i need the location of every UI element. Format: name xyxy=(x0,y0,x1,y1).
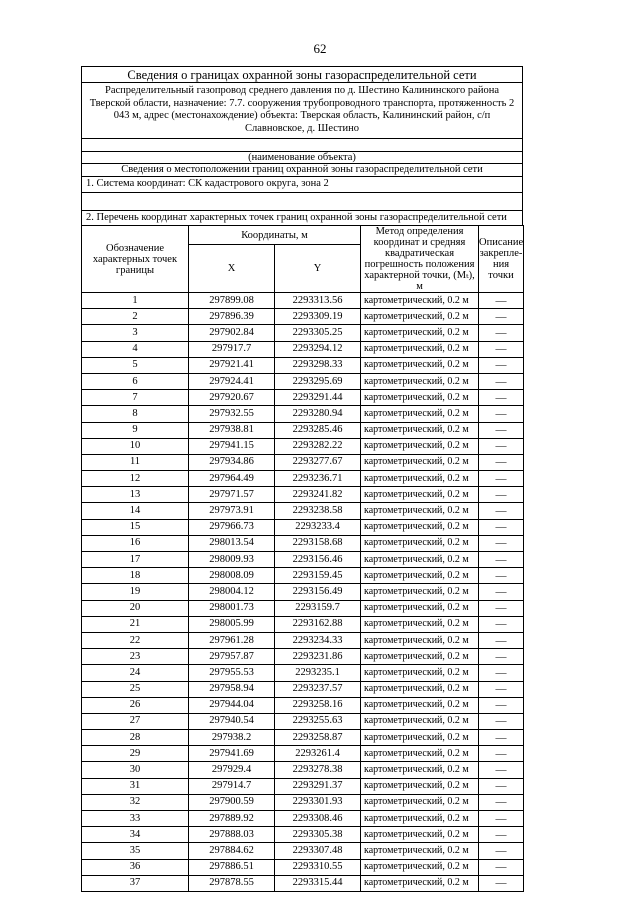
cell-y: 2293295.69 xyxy=(275,373,361,389)
table-row xyxy=(82,535,524,551)
cell-y: 2293294.12 xyxy=(275,341,361,357)
cell-x: 298009.93 xyxy=(189,552,275,568)
cell-y: 2293309.19 xyxy=(275,309,361,325)
cell-point-number: 30 xyxy=(82,762,189,778)
cell-y: 2293156.49 xyxy=(275,584,361,600)
table-row xyxy=(82,438,524,454)
cell-x: 297932.55 xyxy=(189,406,275,422)
cell-x: 298001.73 xyxy=(189,600,275,616)
table-row xyxy=(82,519,524,535)
cell-x: 297884.62 xyxy=(189,843,275,859)
cell-method: картометрический, 0.2 м xyxy=(361,552,479,568)
cell-point-number: 24 xyxy=(82,665,189,681)
cell-method: картометрический, 0.2 м xyxy=(361,454,479,470)
cell-method: картометрический, 0.2 м xyxy=(361,422,479,438)
header-description: Описание закрепле-ния точки xyxy=(479,226,524,293)
cell-description: — xyxy=(479,859,524,875)
table-row xyxy=(82,730,524,746)
object-description: Распределительный газопровод среднего давления по д. Шестино Калининского района Тверской области, назначение: 7.7. сооружения трубопроводного транспорта, протяженность 2 043 м, адрес (местонахождение) объекта: Тверская область, Калининский район, с/п Славновское, д. Шестино xyxy=(82,83,522,139)
cell-method: картометрический, 0.2 м xyxy=(361,406,479,422)
header-x: X xyxy=(189,245,275,293)
cell-y: 2293307.48 xyxy=(275,843,361,859)
cell-point-number: 34 xyxy=(82,827,189,843)
table-row xyxy=(82,406,524,422)
cell-point-number: 33 xyxy=(82,811,189,827)
cell-x: 297914.7 xyxy=(189,778,275,794)
cell-y: 2293305.38 xyxy=(275,827,361,843)
cell-x: 297961.28 xyxy=(189,632,275,648)
cell-description: — xyxy=(479,390,524,406)
cell-x: 298005.99 xyxy=(189,616,275,632)
cell-point-number: 25 xyxy=(82,681,189,697)
cell-x: 297888.03 xyxy=(189,827,275,843)
cell-description: — xyxy=(479,535,524,551)
points-list-title: 2. Перечень координат характерных точек границ охранной зоны газораспределительной сети xyxy=(86,212,507,223)
cell-method: картометрический, 0.2 м xyxy=(361,632,479,648)
cell-method: картометрический, 0.2 м xyxy=(361,293,479,309)
cell-method: картометрический, 0.2 м xyxy=(361,665,479,681)
cell-description: — xyxy=(479,600,524,616)
cell-method: картометрический, 0.2 м xyxy=(361,535,479,551)
cell-method: картометрический, 0.2 м xyxy=(361,487,479,503)
cell-method: картометрический, 0.2 м xyxy=(361,713,479,729)
table-row xyxy=(82,357,524,373)
cell-point-number: 2 xyxy=(82,309,189,325)
cell-method: картометрический, 0.2 м xyxy=(361,325,479,341)
cell-description: — xyxy=(479,632,524,648)
cell-y: 2293285.46 xyxy=(275,422,361,438)
cell-y: 2293298.33 xyxy=(275,357,361,373)
cell-point-number: 36 xyxy=(82,859,189,875)
cell-method: картометрический, 0.2 м xyxy=(361,778,479,794)
cell-method: картометрический, 0.2 м xyxy=(361,730,479,746)
header-coords: Координаты, м xyxy=(189,226,361,245)
cell-method: картометрический, 0.2 м xyxy=(361,357,479,373)
cell-method: картометрический, 0.2 м xyxy=(361,697,479,713)
cell-y: 2293237.57 xyxy=(275,681,361,697)
cell-description: — xyxy=(479,762,524,778)
cell-point-number: 20 xyxy=(82,600,189,616)
cell-y: 2293261.4 xyxy=(275,746,361,762)
table-row xyxy=(82,811,524,827)
cell-point-number: 15 xyxy=(82,519,189,535)
cell-point-number: 3 xyxy=(82,325,189,341)
cell-x: 297955.53 xyxy=(189,665,275,681)
cell-y: 2293238.58 xyxy=(275,503,361,519)
document-sheet xyxy=(81,66,523,892)
cell-description: — xyxy=(479,309,524,325)
cell-point-number: 6 xyxy=(82,373,189,389)
cell-y: 2293241.82 xyxy=(275,487,361,503)
cell-description: — xyxy=(479,406,524,422)
cell-point-number: 29 xyxy=(82,746,189,762)
cell-description: — xyxy=(479,293,524,309)
cell-point-number: 32 xyxy=(82,794,189,810)
table-row xyxy=(82,293,524,309)
cell-x: 297920.67 xyxy=(189,390,275,406)
coordinates-table xyxy=(81,225,524,892)
table-row xyxy=(82,341,524,357)
cell-x: 297929.4 xyxy=(189,762,275,778)
table-row xyxy=(82,309,524,325)
cell-description: — xyxy=(479,519,524,535)
cell-point-number: 5 xyxy=(82,357,189,373)
cell-description: — xyxy=(479,503,524,519)
header-y: Y xyxy=(275,245,361,293)
cell-method: картометрический, 0.2 м xyxy=(361,309,479,325)
cell-x: 298013.54 xyxy=(189,535,275,551)
cell-x: 297941.15 xyxy=(189,438,275,454)
table-row xyxy=(82,584,524,600)
cell-description: — xyxy=(479,341,524,357)
cell-method: картометрический, 0.2 м xyxy=(361,843,479,859)
cell-x: 297899.08 xyxy=(189,293,275,309)
cell-y: 2293258.87 xyxy=(275,730,361,746)
table-row xyxy=(82,568,524,584)
cell-y: 2293258.16 xyxy=(275,697,361,713)
table-row xyxy=(82,681,524,697)
cell-point-number: 35 xyxy=(82,843,189,859)
cell-x: 297971.57 xyxy=(189,487,275,503)
cell-point-number: 23 xyxy=(82,649,189,665)
page-number: 62 xyxy=(313,41,327,56)
cell-x: 297900.59 xyxy=(189,794,275,810)
table-row xyxy=(82,632,524,648)
location-subtitle: Сведения о местоположении границ охранной зоны газораспределительной сети xyxy=(82,164,522,177)
cell-x: 297938.81 xyxy=(189,422,275,438)
cell-method: картометрический, 0.2 м xyxy=(361,503,479,519)
cell-method: картометрический, 0.2 м xyxy=(361,794,479,810)
cell-description: — xyxy=(479,827,524,843)
cell-x: 297957.87 xyxy=(189,649,275,665)
cell-y: 2293278.38 xyxy=(275,762,361,778)
cell-x: 297886.51 xyxy=(189,859,275,875)
cell-point-number: 26 xyxy=(82,697,189,713)
cell-point-number: 27 xyxy=(82,713,189,729)
table-row xyxy=(82,373,524,389)
cell-point-number: 11 xyxy=(82,454,189,470)
cell-point-number: 17 xyxy=(82,552,189,568)
table-row xyxy=(82,794,524,810)
cell-description: — xyxy=(479,778,524,794)
cell-y: 2293231.86 xyxy=(275,649,361,665)
cell-y: 2293156.46 xyxy=(275,552,361,568)
cell-description: — xyxy=(479,616,524,632)
cell-method: картометрический, 0.2 м xyxy=(361,471,479,487)
cell-y: 2293291.37 xyxy=(275,778,361,794)
cell-y: 2293159.7 xyxy=(275,600,361,616)
cell-method: картометрический, 0.2 м xyxy=(361,438,479,454)
cell-x: 297924.41 xyxy=(189,373,275,389)
table-row xyxy=(82,859,524,875)
table-row xyxy=(82,843,524,859)
cell-method: картометрический, 0.2 м xyxy=(361,373,479,389)
cell-point-number: 7 xyxy=(82,390,189,406)
object-caption: (наименование объекта) xyxy=(82,152,522,164)
table-row xyxy=(82,746,524,762)
cell-method: картометрический, 0.2 м xyxy=(361,859,479,875)
table-row xyxy=(82,325,524,341)
object-blank-line xyxy=(82,139,522,152)
cell-x: 297938.2 xyxy=(189,730,275,746)
cell-description: — xyxy=(479,422,524,438)
cell-point-number: 12 xyxy=(82,471,189,487)
cell-method: картометрический, 0.2 м xyxy=(361,568,479,584)
cell-point-number: 37 xyxy=(82,875,189,891)
table-row xyxy=(82,827,524,843)
table-body xyxy=(82,293,524,892)
cell-method: картометрический, 0.2 м xyxy=(361,762,479,778)
cell-point-number: 14 xyxy=(82,503,189,519)
cell-x: 297940.54 xyxy=(189,713,275,729)
cell-x: 297944.04 xyxy=(189,697,275,713)
cell-method: картометрический, 0.2 м xyxy=(361,341,479,357)
table-row xyxy=(82,552,524,568)
table-row xyxy=(82,454,524,470)
coordinate-system: 1. Система координат: СК кадастрового округа, зона 2 xyxy=(82,177,522,193)
cell-y: 2293305.25 xyxy=(275,325,361,341)
cell-description: — xyxy=(479,713,524,729)
cell-description: — xyxy=(479,730,524,746)
cell-x: 297966.73 xyxy=(189,519,275,535)
cell-method: картометрический, 0.2 м xyxy=(361,746,479,762)
table-row xyxy=(82,390,524,406)
cell-method: картометрический, 0.2 м xyxy=(361,390,479,406)
table-row xyxy=(82,471,524,487)
cell-description: — xyxy=(479,357,524,373)
cell-point-number: 4 xyxy=(82,341,189,357)
cell-y: 2293310.55 xyxy=(275,859,361,875)
table-row xyxy=(82,487,524,503)
cell-y: 2293315.44 xyxy=(275,875,361,891)
table-row xyxy=(82,503,524,519)
cell-y: 2293291.44 xyxy=(275,390,361,406)
cell-y: 2293308.46 xyxy=(275,811,361,827)
cell-x: 297958.94 xyxy=(189,681,275,697)
cell-description: — xyxy=(479,568,524,584)
cell-x: 297917.7 xyxy=(189,341,275,357)
cell-description: — xyxy=(479,325,524,341)
spacer-row xyxy=(82,193,522,211)
cell-description: — xyxy=(479,697,524,713)
cell-description: — xyxy=(479,746,524,762)
document-title: Сведения о границах охранной зоны газораспределительной сети xyxy=(82,67,522,83)
cell-x: 297934.86 xyxy=(189,454,275,470)
cell-point-number: 8 xyxy=(82,406,189,422)
cell-point-number: 31 xyxy=(82,778,189,794)
cell-description: — xyxy=(479,811,524,827)
table-row xyxy=(82,713,524,729)
cell-x: 297941.69 xyxy=(189,746,275,762)
cell-description: — xyxy=(479,875,524,891)
cell-y: 2293159.45 xyxy=(275,568,361,584)
header-method: Метод определения координат и средняя квадратическая погрешность положения характерной точки, (Mₜ), м xyxy=(361,226,479,293)
cell-point-number: 16 xyxy=(82,535,189,551)
cell-point-number: 18 xyxy=(82,568,189,584)
cell-y: 2293235.1 xyxy=(275,665,361,681)
cell-y: 2293280.94 xyxy=(275,406,361,422)
cell-x: 297889.92 xyxy=(189,811,275,827)
cell-description: — xyxy=(479,552,524,568)
cell-y: 2293277.67 xyxy=(275,454,361,470)
cell-point-number: 28 xyxy=(82,730,189,746)
cell-point-number: 13 xyxy=(82,487,189,503)
cell-description: — xyxy=(479,454,524,470)
cell-description: — xyxy=(479,649,524,665)
table-row xyxy=(82,616,524,632)
cell-x: 297973.91 xyxy=(189,503,275,519)
cell-y: 2293301.93 xyxy=(275,794,361,810)
cell-description: — xyxy=(479,681,524,697)
cell-y: 2293162.88 xyxy=(275,616,361,632)
cell-description: — xyxy=(479,373,524,389)
header-point: Обозначение характерных точек границы xyxy=(82,226,189,293)
cell-description: — xyxy=(479,438,524,454)
cell-y: 2293233.4 xyxy=(275,519,361,535)
table-row xyxy=(82,600,524,616)
cell-method: картометрический, 0.2 м xyxy=(361,584,479,600)
cell-x: 298008.09 xyxy=(189,568,275,584)
cell-method: картометрический, 0.2 м xyxy=(361,600,479,616)
cell-description: — xyxy=(479,843,524,859)
cell-y: 2293282.22 xyxy=(275,438,361,454)
cell-y: 2293234.33 xyxy=(275,632,361,648)
table-row xyxy=(82,697,524,713)
cell-point-number: 10 xyxy=(82,438,189,454)
cell-x: 297896.39 xyxy=(189,309,275,325)
table-row xyxy=(82,665,524,681)
cell-point-number: 21 xyxy=(82,616,189,632)
cell-y: 2293158.68 xyxy=(275,535,361,551)
table-row xyxy=(82,778,524,794)
cell-description: — xyxy=(479,487,524,503)
cell-x: 297964.49 xyxy=(189,471,275,487)
cell-method: картометрический, 0.2 м xyxy=(361,827,479,843)
cell-point-number: 19 xyxy=(82,584,189,600)
table-row xyxy=(82,422,524,438)
table-row xyxy=(82,649,524,665)
cell-method: картометрический, 0.2 м xyxy=(361,649,479,665)
cell-description: — xyxy=(479,665,524,681)
cell-description: — xyxy=(479,794,524,810)
cell-x: 297921.41 xyxy=(189,357,275,373)
cell-x: 297878.55 xyxy=(189,875,275,891)
cell-method: картометрический, 0.2 м xyxy=(361,681,479,697)
cell-method: картометрический, 0.2 м xyxy=(361,616,479,632)
cell-method: картометрический, 0.2 м xyxy=(361,875,479,891)
table-row xyxy=(82,875,524,891)
cell-description: — xyxy=(479,471,524,487)
table-row xyxy=(82,762,524,778)
cell-y: 2293236.71 xyxy=(275,471,361,487)
cell-method: картометрический, 0.2 м xyxy=(361,519,479,535)
cell-point-number: 22 xyxy=(82,632,189,648)
cell-method: картометрический, 0.2 м xyxy=(361,811,479,827)
cell-y: 2293313.56 xyxy=(275,293,361,309)
cell-x: 297902.84 xyxy=(189,325,275,341)
cell-x: 298004.12 xyxy=(189,584,275,600)
cell-point-number: 9 xyxy=(82,422,189,438)
cell-y: 2293255.63 xyxy=(275,713,361,729)
header-block xyxy=(81,66,523,225)
cell-description: — xyxy=(479,584,524,600)
cell-point-number: 1 xyxy=(82,293,189,309)
